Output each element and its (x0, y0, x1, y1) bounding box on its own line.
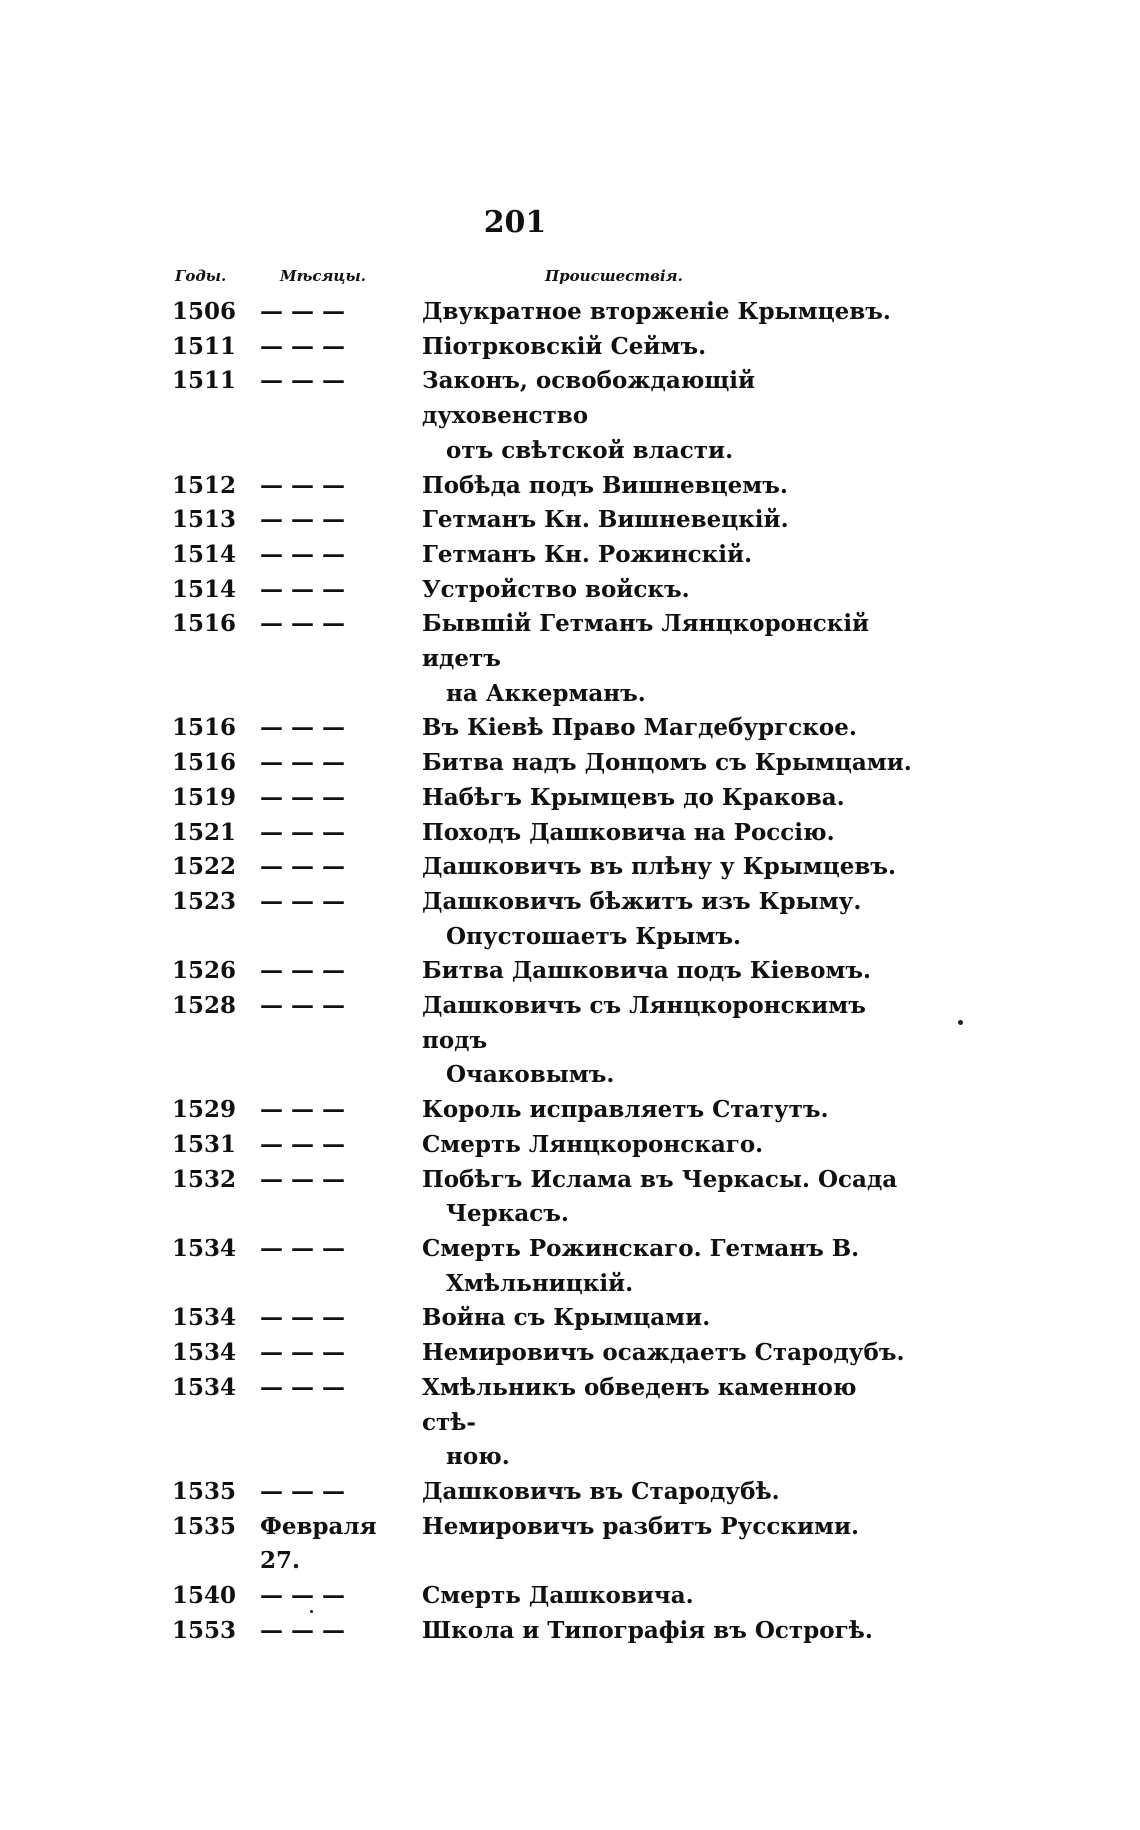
event-cell (422, 1371, 912, 1475)
event-line: Піотрковскій Сеймъ. (422, 332, 707, 360)
table-row (172, 989, 912, 1093)
event-line: Немировичъ разбитъ Русскими. (422, 1512, 860, 1540)
event-line: Побѣда подъ Вишневцемъ. (422, 471, 788, 499)
month-cell: — — — (260, 1304, 346, 1332)
year-cell: 1535 (172, 1512, 237, 1540)
event-line: Битва надъ Донцомъ съ Крымцами. (422, 749, 912, 777)
month-cell: — — — (260, 1234, 346, 1262)
event-line: Черкасъ. (446, 1200, 569, 1228)
event-line: Немировичъ осаждаетъ Стародубъ. (422, 1339, 905, 1367)
event-cell (422, 364, 912, 468)
year-cell: 1535 (172, 1477, 237, 1505)
table-row (172, 503, 912, 538)
table-row (172, 1163, 912, 1232)
year-cell: 1514 (172, 540, 237, 568)
event-line: Смерть Лянцкоронскаго. (422, 1130, 764, 1158)
event-line: Король исправляетъ Статутъ. (422, 1096, 829, 1124)
event-cell (422, 1475, 912, 1510)
event-cell (422, 1579, 912, 1614)
event-line: Дашковичъ въ плѣну у Крымцевъ. (422, 853, 896, 881)
year-cell: 1528 (172, 992, 237, 1020)
month-cell: Февраля 27. (260, 1512, 377, 1575)
month-cell: — — — (260, 540, 346, 568)
event-line: Гетманъ Кн. Вишневецкій. (422, 506, 789, 534)
year-cell: 1534 (172, 1304, 237, 1332)
event-line: Устройство войскъ. (422, 575, 690, 603)
event-cell (422, 781, 912, 816)
event-line: отъ свѣтской власти. (446, 436, 734, 464)
month-cell: — — — (260, 1096, 346, 1124)
month-cell: — — — (260, 1165, 346, 1193)
year-cell: 1531 (172, 1130, 237, 1158)
event-cell (422, 954, 912, 989)
event-cell (422, 989, 912, 1093)
table-row (172, 330, 912, 365)
year-cell: 1534 (172, 1373, 237, 1401)
table-row (172, 1128, 912, 1163)
event-cell (422, 1163, 912, 1232)
month-cell: — — — (260, 1616, 346, 1644)
year-cell: 1512 (172, 471, 237, 499)
month-cell: — — — (260, 575, 346, 603)
table-row (172, 1614, 912, 1649)
event-cell (422, 850, 912, 885)
month-cell: — — — (260, 1339, 346, 1367)
table-row (172, 1579, 912, 1614)
year-cell: 1514 (172, 575, 237, 603)
event-cell (422, 607, 912, 711)
table-row (172, 1232, 912, 1301)
print-speck (310, 1610, 313, 1613)
table-row (172, 1510, 912, 1579)
event-line: Дашковичъ съ Лянцкоронскимъ подъ (422, 992, 866, 1054)
table-row (172, 607, 912, 711)
event-cell (422, 1232, 912, 1301)
event-line: Очаковымъ. (446, 1061, 615, 1089)
month-cell: — — — (260, 1582, 346, 1610)
year-cell: 1521 (172, 818, 237, 846)
table-row (172, 1336, 912, 1371)
event-cell (422, 711, 912, 746)
table-row (172, 1093, 912, 1128)
month-cell: — — — (260, 506, 346, 534)
table-row (172, 364, 912, 468)
event-line: Дашковичъ въ Стародубѣ. (422, 1477, 780, 1505)
event-line: Школа и Типографія въ Острогѣ. (422, 1616, 873, 1644)
event-cell (422, 538, 912, 573)
event-cell (422, 295, 912, 330)
table-row (172, 538, 912, 573)
event-line: на Аккерманъ. (446, 679, 646, 707)
table-row (172, 573, 912, 608)
year-cell: 1534 (172, 1339, 237, 1367)
month-cell: — — — (260, 783, 346, 811)
event-line: Въ Кіевѣ Право Магдебургское. (422, 714, 857, 742)
table-row (172, 1301, 912, 1336)
table-row (172, 954, 912, 989)
month-cell: — — — (260, 1373, 346, 1401)
year-cell: 1532 (172, 1165, 237, 1193)
event-cell (422, 1128, 912, 1163)
table-row (172, 295, 912, 330)
year-cell: 1511 (172, 332, 237, 360)
event-cell (422, 1510, 912, 1545)
month-cell: — — — (260, 887, 346, 915)
year-cell: 1519 (172, 783, 237, 811)
month-cell: — — — (260, 714, 346, 742)
month-cell: — — — (260, 298, 346, 325)
event-cell (422, 330, 912, 365)
column-header-events: Происшествія. (545, 267, 683, 285)
event-cell (422, 1301, 912, 1336)
month-cell: — — — (260, 957, 346, 985)
year-cell: 1529 (172, 1096, 237, 1124)
year-cell: 1523 (172, 887, 237, 915)
event-line: Хмѣльницкій. (446, 1269, 634, 1297)
event-line: Смерть Дашковича. (422, 1582, 694, 1610)
year-cell: 1516 (172, 610, 237, 638)
event-line: Война съ Крымцами. (422, 1304, 711, 1332)
event-line: Битва Дашковича подъ Кіевомъ. (422, 957, 872, 985)
table-row (172, 781, 912, 816)
year-cell: 1511 (172, 367, 237, 395)
table-row (172, 711, 912, 746)
month-cell: — — — (260, 992, 346, 1020)
event-cell (422, 1093, 912, 1128)
event-cell (422, 885, 912, 954)
table-row (172, 850, 912, 885)
event-line: Побѣгъ Ислама въ Черкасы. Осада (422, 1165, 898, 1193)
event-cell (422, 1336, 912, 1371)
month-cell: — — — (260, 367, 346, 395)
event-line: ною. (446, 1443, 510, 1471)
event-line: Гетманъ Кн. Рожинскій. (422, 540, 753, 568)
page-number: 201 (483, 205, 547, 240)
event-cell (422, 1614, 912, 1649)
year-cell: 1534 (172, 1234, 237, 1262)
event-line: Дашковичъ бѣжитъ изъ Крыму. (422, 887, 862, 915)
event-cell (422, 573, 912, 608)
month-cell: — — — (260, 332, 346, 360)
month-cell: — — — (260, 1130, 346, 1158)
column-header-years: Годы. (175, 267, 227, 285)
year-cell: 1513 (172, 506, 237, 534)
table-row (172, 816, 912, 851)
month-cell: — — — (260, 610, 346, 638)
year-cell: 1516 (172, 749, 237, 777)
event-cell (422, 503, 912, 538)
month-cell: — — — (260, 818, 346, 846)
event-line: Смерть Рожинскаго. Гетманъ В. (422, 1234, 860, 1262)
event-line: Набѣгъ Крымцевъ до Кракова. (422, 783, 845, 811)
event-line: Бывшій Гетманъ Лянцкоронскій идетъ (422, 610, 870, 673)
event-line: Законъ, освобождающій духовенство (422, 367, 756, 430)
month-cell: — — — (260, 749, 346, 777)
table-row (172, 469, 912, 504)
month-cell: — — — (260, 1477, 346, 1505)
month-cell: — — — (260, 853, 346, 881)
year-cell: 1553 (172, 1616, 237, 1644)
year-cell: 1526 (172, 957, 237, 985)
year-cell: 1522 (172, 853, 237, 881)
event-line: Хмѣльникъ обведенъ каменною стѣ- (422, 1373, 857, 1436)
print-speck (958, 1020, 963, 1025)
year-cell: 1506 (172, 298, 237, 325)
year-cell: 1516 (172, 714, 237, 742)
event-cell (422, 746, 912, 781)
chronology-table (172, 295, 912, 1648)
table-row (172, 746, 912, 781)
event-line: Двукратное вторженіе Крымцевъ. (422, 298, 891, 325)
event-cell (422, 469, 912, 504)
event-line: Походъ Дашковича на Россію. (422, 818, 835, 846)
table-row (172, 885, 912, 954)
year-cell: 1540 (172, 1582, 237, 1610)
month-cell: — — — (260, 471, 346, 499)
table-row (172, 1475, 912, 1510)
column-header-months: Мѣсяцы. (280, 267, 366, 285)
event-line: Опустошаетъ Крымъ. (446, 922, 742, 950)
table-row (172, 1371, 912, 1475)
event-cell (422, 816, 912, 851)
